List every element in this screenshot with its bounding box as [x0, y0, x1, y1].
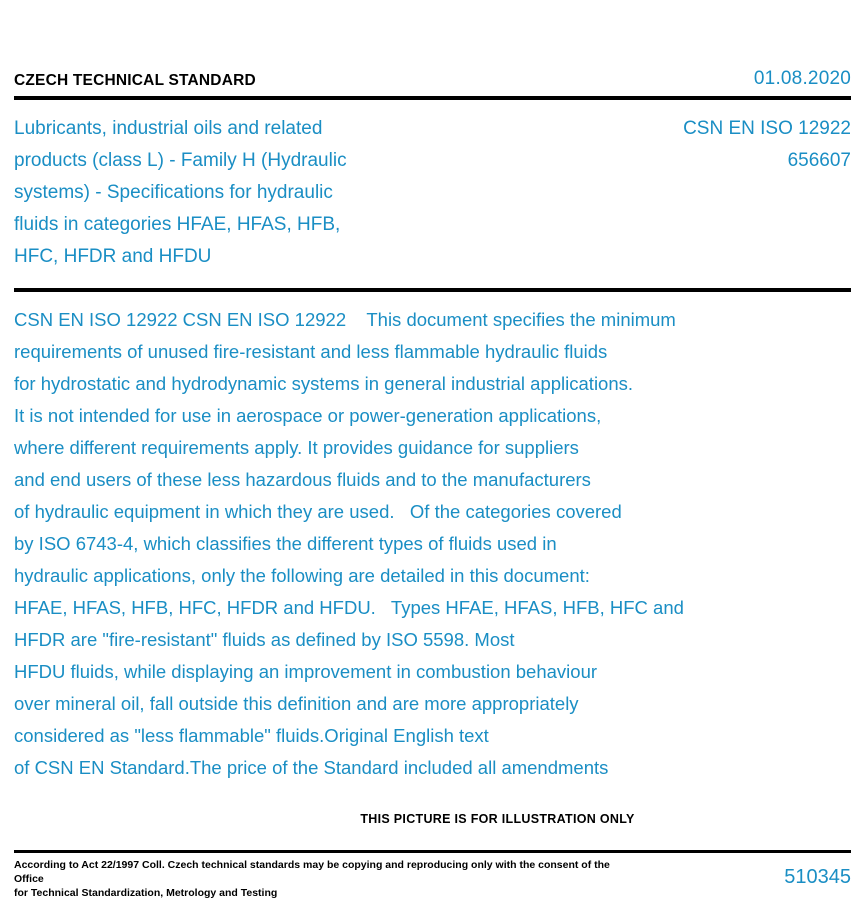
abstract-line: It is not intended for use in aerospace or power-generation applications, — [14, 405, 602, 426]
abstract-line: requirements of unused fire-resistant and less flammable hydraulic fluids — [14, 341, 608, 362]
header — [14, 0, 851, 90]
abstract-line: over mineral oil, fall outside this definition and are more appropriately — [14, 693, 579, 714]
copyright-notice-line: According to Act 22/1997 Coll. Czech technical standards may be copying and reproducing only with the consent of the Office — [14, 859, 610, 885]
abstract-line: hydraulic applications, only the following are detailed in this document: — [14, 565, 590, 586]
abstract-line: of CSN EN Standard.The price of the Standard included all amendments — [14, 757, 609, 778]
illustration-disclaimer: THIS PICTURE IS FOR ILLUSTRATION ONLY — [360, 812, 635, 826]
abstract-line: HFAE, HFAS, HFB, HFC, HFDR and HFDU. Types HFAE, HFAS, HFB, HFC and — [14, 597, 684, 618]
document-title — [14, 113, 347, 273]
copyright-notice-line: for Technical Standardization, Metrology and Testing — [14, 887, 278, 899]
abstract-line: for hydrostatic and hydrodynamic systems in general industrial applications. — [14, 373, 634, 394]
abstract-line: where different requirements apply. It provides guidance for suppliers — [14, 437, 579, 458]
abstract-line: CSN EN ISO 12922 CSN EN ISO 12922 This document specifies the minimum — [14, 309, 676, 330]
publication-date: 01.08.2020 — [753, 68, 851, 89]
abstract-line: HFDU fluids, while displaying an improvement in combustion behaviour — [14, 661, 598, 682]
abstract-text — [14, 292, 851, 784]
catalog-number: 656607 — [787, 150, 851, 171]
abstract-line: considered as "less flammable" fluids.Original English text — [14, 725, 489, 746]
copyright-notice — [14, 858, 634, 900]
title-line: Lubricants, industrial oils and related — [14, 118, 323, 139]
title-line: fluids in categories HFAE, HFAS, HFB, — [14, 214, 341, 235]
footer — [14, 850, 851, 900]
standard-code: CSN EN ISO 12922 — [683, 118, 851, 139]
standard-type-label: CZECH TECHNICAL STANDARD — [14, 72, 256, 89]
title-line: systems) - Specifications for hydraulic — [14, 182, 333, 203]
abstract-line: of hydraulic equipment in which they are used. Of the categories covered — [14, 501, 622, 522]
standard-identifiers — [683, 113, 851, 177]
title-line: HFC, HFDR and HFDU — [14, 246, 212, 267]
abstract-line: HFDR are "fire-resistant" fluids as defined by ISO 5598. Most — [14, 629, 515, 650]
document-number: 510345 — [784, 866, 851, 888]
title-line: products (class L) - Family H (Hydraulic — [14, 150, 347, 171]
abstract-line: by ISO 6743-4, which classifies the different types of fluids used in — [14, 533, 557, 554]
title-block — [14, 100, 851, 282]
abstract-line: and end users of these less hazardous fluids and to the manufacturers — [14, 469, 591, 490]
